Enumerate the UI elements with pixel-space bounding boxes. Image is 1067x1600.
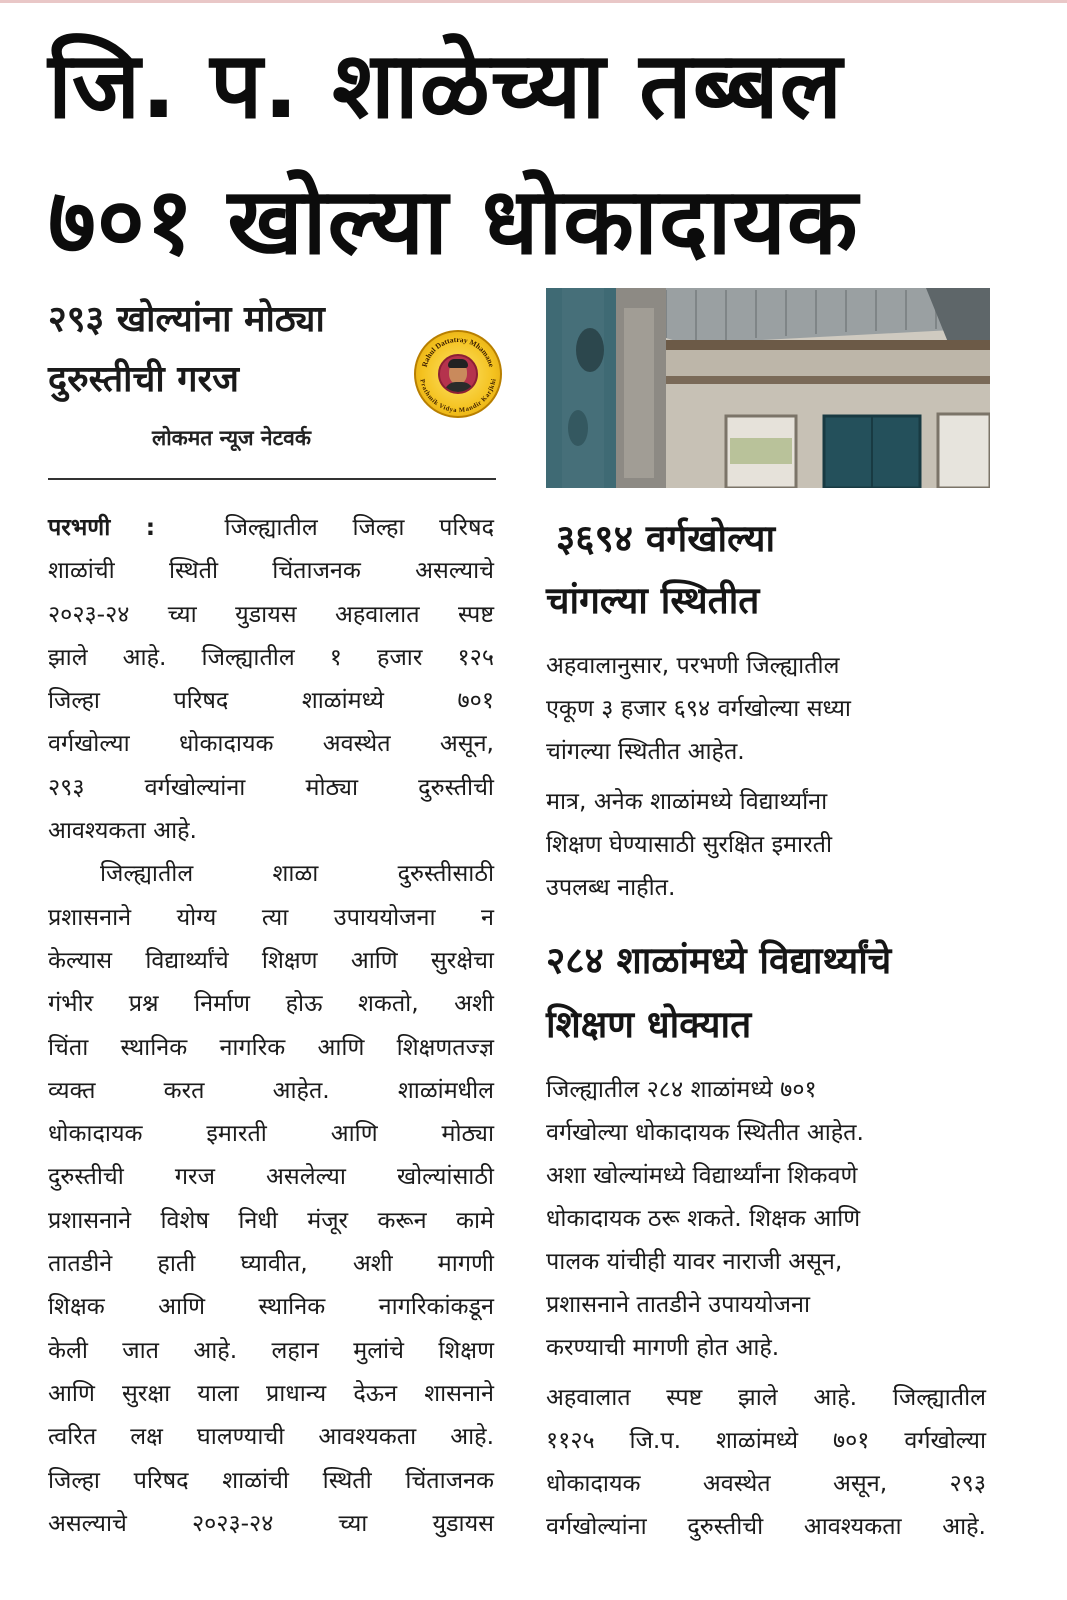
top-rule: [0, 0, 1067, 3]
dateline: परभणी :: [48, 513, 156, 541]
paragraph-line: पालक यांचीही यावर नाराजी असून,: [546, 1247, 843, 1275]
section1-paragraph-1: [546, 644, 851, 773]
headline-line-2: ७०१ खोल्या धोकादायक: [48, 168, 859, 275]
article-line: धोकादायक इमारती आणि मोठ्या: [48, 1119, 494, 1148]
paragraph-line: मात्र, अनेक शाळांमध्ये विद्यार्थ्यांना: [546, 787, 828, 815]
section2-heading-line-1: २८४ शाळांमध्ये विद्यार्थ्यांचे: [546, 939, 892, 982]
badge-portrait: [438, 354, 478, 394]
article-line: जिल्हा परिषद शाळांमध्ये ७०१: [48, 686, 494, 715]
section1-paragraph-2: [546, 780, 832, 909]
paragraph-line: अहवालानुसार, परभणी जिल्ह्यातील: [546, 651, 840, 679]
article-line: शिक्षक आणि स्थानिक नागरिकांकडून: [48, 1292, 494, 1321]
section2-heading-line-2: शिक्षण धोक्यात: [546, 1003, 752, 1046]
article-line: गंभीर प्रश्न निर्माण होऊ शकतो, अशी: [48, 989, 494, 1018]
article-line: प्रशासनाने विशेष निधी मंजूर करून कामे: [48, 1205, 494, 1234]
article-line: दुरुस्तीची गरज असलेल्या खोल्यांसाठी: [48, 1162, 494, 1191]
paragraph-line: जिल्ह्यातील २८४ शाळांमध्ये ७०१: [546, 1075, 817, 1103]
author-badge: [414, 330, 502, 418]
paragraph-line: धोकादायक अवस्थेत असून, २९३: [546, 1469, 986, 1497]
article-line: असल्याचे २०२३-२४ च्या युडायस: [48, 1508, 494, 1537]
section1-heading-line-2: चांगल्या स्थितीत: [546, 579, 760, 622]
article-line: व्यक्त करत आहेत. शाळांमधील: [48, 1075, 494, 1104]
paragraph-line: वर्गखोल्यांना दुरुस्तीची आवश्यकता आहे.: [546, 1512, 986, 1540]
headline: [48, 18, 1038, 290]
badge-text-top: Rahul Dattatray Mhamane: [419, 335, 497, 369]
classroom-photo: [546, 288, 990, 488]
article-line: केली जात आहे. लहान मुलांचे शिक्षण: [48, 1335, 494, 1364]
paragraph-line: चांगल्या स्थितीत आहेत.: [546, 737, 745, 765]
paragraph-line: उपलब्ध नाहीत.: [546, 873, 676, 901]
article-line: आवश्यकता आहे.: [48, 816, 197, 845]
subheadline-line-2: दुरुस्तीची गरज: [48, 359, 239, 400]
article-line: चिंता स्थानिक नागरिक आणि शिक्षणतज्ज्ञ: [48, 1032, 494, 1061]
byline: लोकमत न्यूज नेटवर्क: [152, 426, 311, 450]
byline-rule: [48, 478, 496, 480]
article-body-left: [48, 506, 494, 1545]
article-line: शाळांची स्थिती चिंताजनक असल्याचे: [48, 556, 494, 585]
paragraph-line: ११२५ जि.प. शाळांमध्ये ७०१ वर्गखोल्या: [546, 1426, 986, 1454]
article-line: परभणी : जिल्ह्यातील जिल्हा परिषद: [48, 513, 495, 541]
paragraph-line: शिक्षण घेण्यासाठी सुरक्षित इमारती: [546, 830, 833, 858]
section2-paragraph-2: [546, 1376, 986, 1548]
article-line: केल्यास विद्यार्थ्यांचे शिक्षण आणि सुरक्षेचा: [48, 945, 494, 974]
article-line: जिल्हा परिषद शाळांची स्थिती चिंताजनक: [48, 1465, 494, 1494]
headline-line-1: जि. प. शाळेच्या तब्बल: [48, 32, 843, 139]
article-line: त्वरित लक्ष घालण्याची आवश्यकता आहे.: [48, 1422, 494, 1451]
damaged-classroom-illustration: [546, 288, 990, 488]
article-line: झाले आहे. जिल्ह्यातील १ हजार १२५: [48, 642, 494, 671]
paragraph-line: धोकादायक ठरू शकते. शिक्षक आणि: [546, 1204, 861, 1232]
paragraph-line: अहवालात स्पष्ट झाले आहे. जिल्ह्यातील: [546, 1383, 986, 1411]
article-line: प्रशासनाने योग्य त्या उपाययोजना न: [48, 902, 494, 931]
paragraph-line: अशा खोल्यांमध्ये विद्यार्थ्यांना शिकवणे: [546, 1161, 858, 1189]
paragraph-line: एकूण ३ हजार ६९४ वर्गखोल्या सध्या: [546, 694, 851, 722]
section1-heading-line-1: ३६९४ वर्गखोल्या: [556, 517, 776, 560]
badge-text-bottom: Prathmik Vidya Mandir Karjkhi: [418, 378, 498, 415]
paragraph-line: करण्याची मागणी होत आहे.: [546, 1333, 780, 1361]
article-line: तातडीने हाती घ्यावीत, अशी मागणी: [48, 1249, 494, 1278]
subheadline: [48, 290, 428, 410]
paragraph-line: वर्गखोल्या धोकादायक स्थितीत आहेत.: [546, 1118, 864, 1146]
paragraph-line: प्रशासनाने तातडीने उपाययोजना: [546, 1290, 811, 1318]
article-line: आणि सुरक्षा याला प्राधान्य देऊन शासनाने: [48, 1378, 494, 1407]
article-line: २९३ वर्गखोल्यांना मोठ्या दुरुस्तीची: [48, 772, 494, 801]
article-line: वर्गखोल्या धोकादायक अवस्थेत असून,: [48, 729, 494, 758]
article-line: २०२३-२४ च्या युडायस अहवालात स्पष्ट: [48, 599, 494, 628]
section2-paragraph-1: [546, 1068, 864, 1369]
article-line: जिल्ह्यातील शाळा दुरुस्तीसाठी: [100, 859, 494, 888]
subheadline-line-1: २९३ खोल्यांना मोठ्या: [48, 299, 325, 340]
